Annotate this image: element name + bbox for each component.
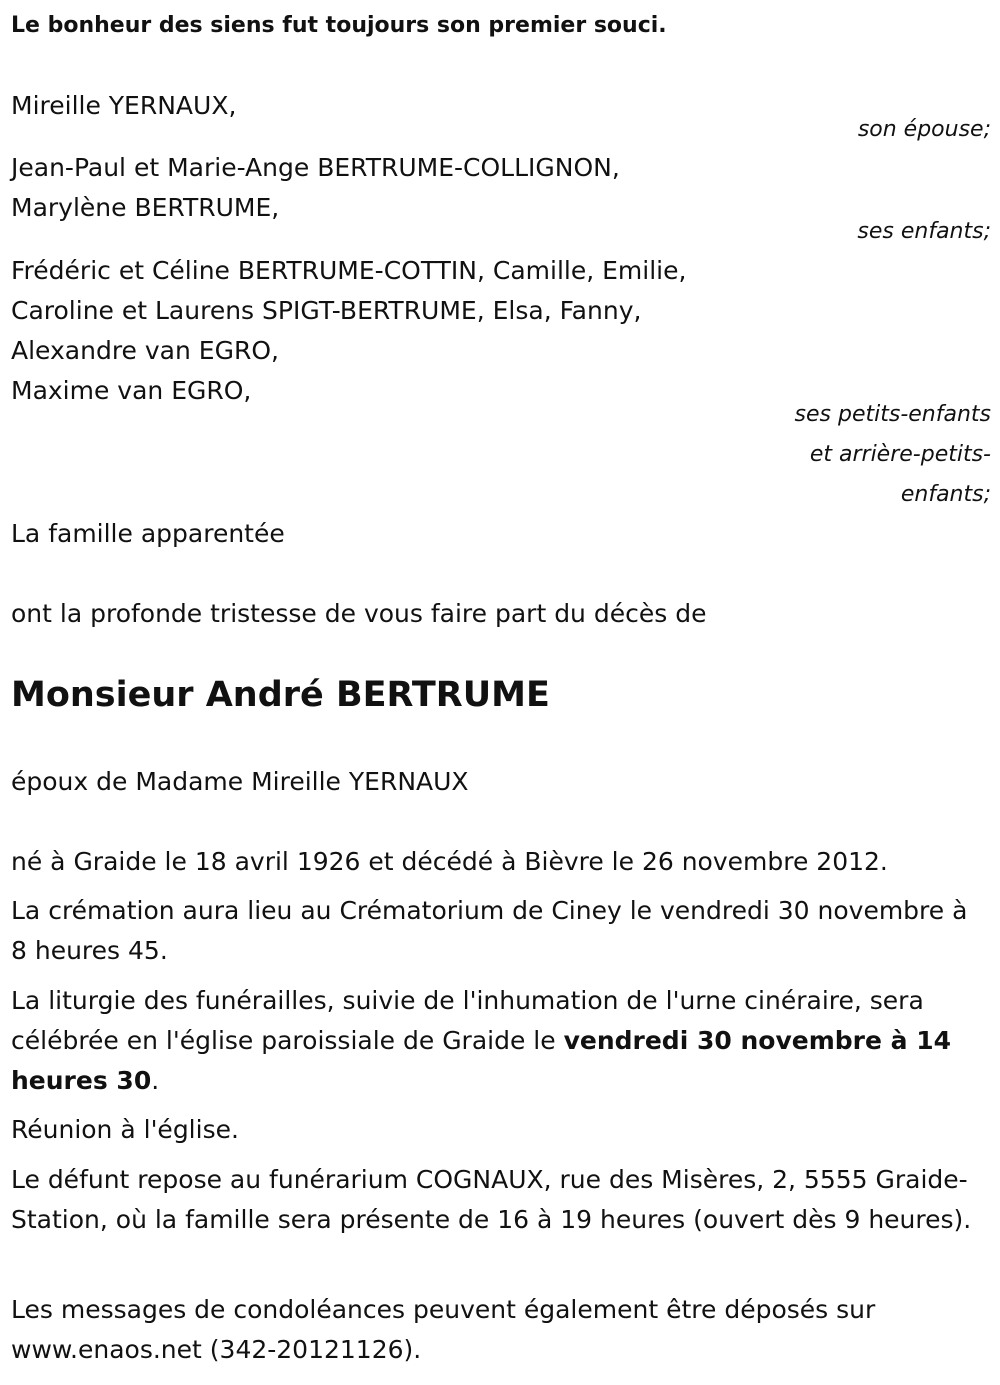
condolences-info: Les messages de condoléances peuvent également être déposés sur www.enaos.net (342-20121126).: [11, 1295, 876, 1364]
grandchildren-role-2: et arrière-petits-: [809, 442, 991, 467]
meeting-info: Réunion à l'église.: [11, 1115, 239, 1144]
child-line: Jean-Paul et Marie-Ange BERTRUME-COLLIGNON,: [11, 153, 620, 182]
cremation-info: La crémation aura lieu au Crématorium de Ciney le vendredi 30 novembre à 8 heures 45.: [11, 896, 968, 965]
liturgy-datetime: vendredi 30 novembre à 14 heures 30: [11, 1026, 951, 1095]
spouse-role: son épouse;: [857, 117, 991, 142]
spouse-of: époux de Madame Mireille YERNAUX: [11, 767, 469, 796]
motto: Le bonheur des siens fut toujours son premier souci.: [11, 13, 667, 38]
grandchild-line: Maxime van EGRO,: [11, 376, 252, 405]
liturgy-text: La liturgie des funérailles, suivie de l'inhumation de l'urne cinéraire, sera célébrée en l'église paroissiale de Graide le: [11, 986, 924, 1055]
grandchild-line: Alexandre van EGRO,: [11, 336, 279, 365]
born-died: né à Graide le 18 avril 1926 et décédé à Bièvre le 26 novembre 2012.: [11, 847, 888, 876]
grandchildren-role-1: ses petits-enfants: [794, 402, 991, 427]
spouse-name: Mireille YERNAUX,: [11, 91, 237, 120]
grandchild-line: Caroline et Laurens SPIGT-BERTRUME, Elsa, Fanny,: [11, 296, 642, 325]
child-line: Marylène BERTRUME,: [11, 193, 280, 222]
family-line: La famille apparentée: [11, 519, 285, 548]
grandchildren-list: [11, 251, 686, 411]
children-role: ses enfants;: [857, 219, 991, 244]
repose-info: Le défunt repose au funérarium COGNAUX, rue des Misères, 2, 5555 Graide-Station, où la famille sera présente de 16 à 19 heures (ouvert dès 9 heures).: [11, 1165, 972, 1234]
liturgy-end: .: [151, 1066, 160, 1095]
announcement: ont la profonde tristesse de vous faire part du décès de: [11, 599, 707, 628]
grandchild-line: Frédéric et Céline BERTRUME-COTTIN, Camille, Emilie,: [11, 256, 687, 285]
grandchildren-role-3: enfants;: [900, 482, 991, 507]
liturgy-info: [11, 981, 986, 1101]
deceased-name: Monsieur André BERTRUME: [11, 675, 550, 715]
